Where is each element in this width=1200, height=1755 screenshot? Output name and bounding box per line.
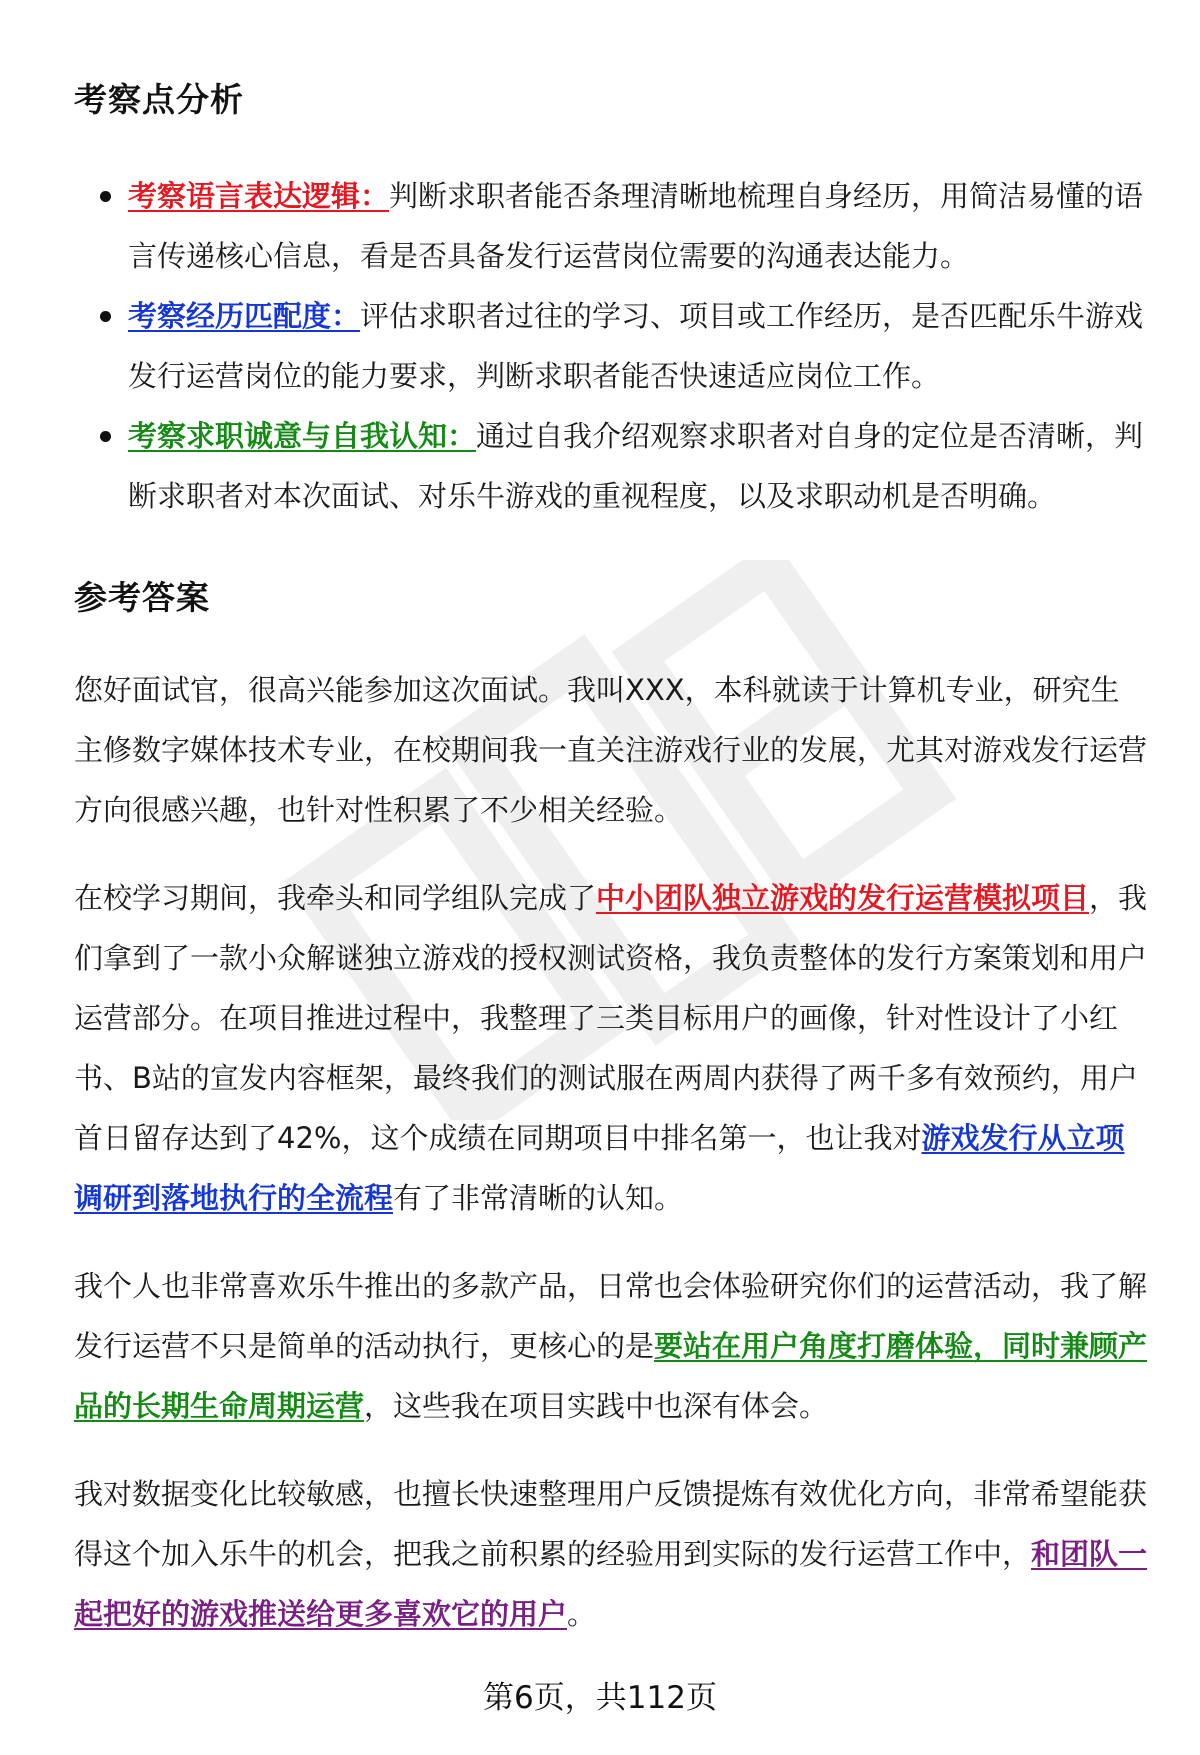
point-label: 考察求职诚意与自我认知： [128,419,477,453]
point-label: 考察经历匹配度： [128,299,361,333]
highlight-text: 和团队一起把好的游戏推送给更多喜欢它的用户 [74,1537,1148,1631]
bullet-icon [100,311,111,322]
point-text: 评估求职者过往的学习、项目或工作经历，是否匹配乐牛游戏发行运营岗位的能力要求，判断求职者能否快速适应岗位工作。 [128,299,1144,393]
highlight-text: 中小团队独立游戏的发行运营模拟项目 [596,881,1090,915]
analysis-point [74,286,1144,406]
paragraph-text: 。 [567,1597,597,1631]
paragraph-text: 我个人也非常喜欢乐牛推出的多款产品，日常也会体验研究你们的运营活动，我了解发行运营不只是简单的活动执行，更核心的是 [74,1269,1148,1363]
bullet-icon [100,191,111,202]
paragraph-text: 有了非常清晰的认知。 [393,1181,684,1215]
analysis-point-list [74,166,1144,526]
highlight-text: 游戏发行从立项调研到落地执行的全流程 [74,1121,1125,1215]
paragraph-text: ，我们拿到了一款小众解谜独立游戏的授权测试资格，我负责整体的发行方案策划和用户运营部分。在项目推进过程中，我整理了三类目标用户的画像，针对性设计了小红书、B站的宣发内容框架，最终我们的测试服在两周内获得了两千多有效预约，用户首日留存达到了42%，这个成绩在同期项目中排名第一，也让我对 [74,881,1148,1155]
analysis-point [74,406,1144,526]
analysis-point [74,166,1144,286]
paragraph-text: ，这些我在项目实践中也深有体会。 [364,1389,829,1423]
highlight-text: 要站在用户角度打磨体验，同时兼顾产品的长期生命周期运营 [74,1329,1148,1423]
bullet-icon [100,431,111,442]
answer-paragraph-3 [74,1256,1148,1436]
point-text: 判断求职者能否条理清晰地梳理自身经历，用简洁易懂的语言传递核心信息，看是否具备发行运营岗位需要的沟通表达能力。 [128,179,1144,273]
section-title-answer: 参考答案 [74,578,210,617]
page-number: 第6页，共112页 [483,1680,717,1716]
answer-paragraph-4 [74,1464,1148,1644]
answer-paragraph-1: 您好面试官，很高兴能参加这次面试。我叫XXX，本科就读于计算机专业，研究生主修数字媒体技术专业，在校期间我一直关注游戏行业的发展，尤其对游戏发行运营方向很感兴趣，也针对性积累了不少相关经验。 [74,673,1148,827]
section-title-analysis: 考察点分析 [74,80,244,119]
paragraph-text: 我对数据变化比较敏感，也擅长快速整理用户反馈提炼有效优化方向，非常希望能获得这个加入乐牛的机会，把我之前积累的经验用到实际的发行运营工作中， [74,1477,1148,1571]
point-text: 通过自我介绍观察求职者对自身的定位是否清晰，判断求职者对本次面试、对乐牛游戏的重视程度，以及求职动机是否明确。 [128,419,1144,513]
point-label: 考察语言表达逻辑： [128,179,390,213]
answer-paragraph-2 [74,868,1148,1228]
paragraph-text: 在校学习期间，我牵头和同学组队完成了 [74,881,597,915]
